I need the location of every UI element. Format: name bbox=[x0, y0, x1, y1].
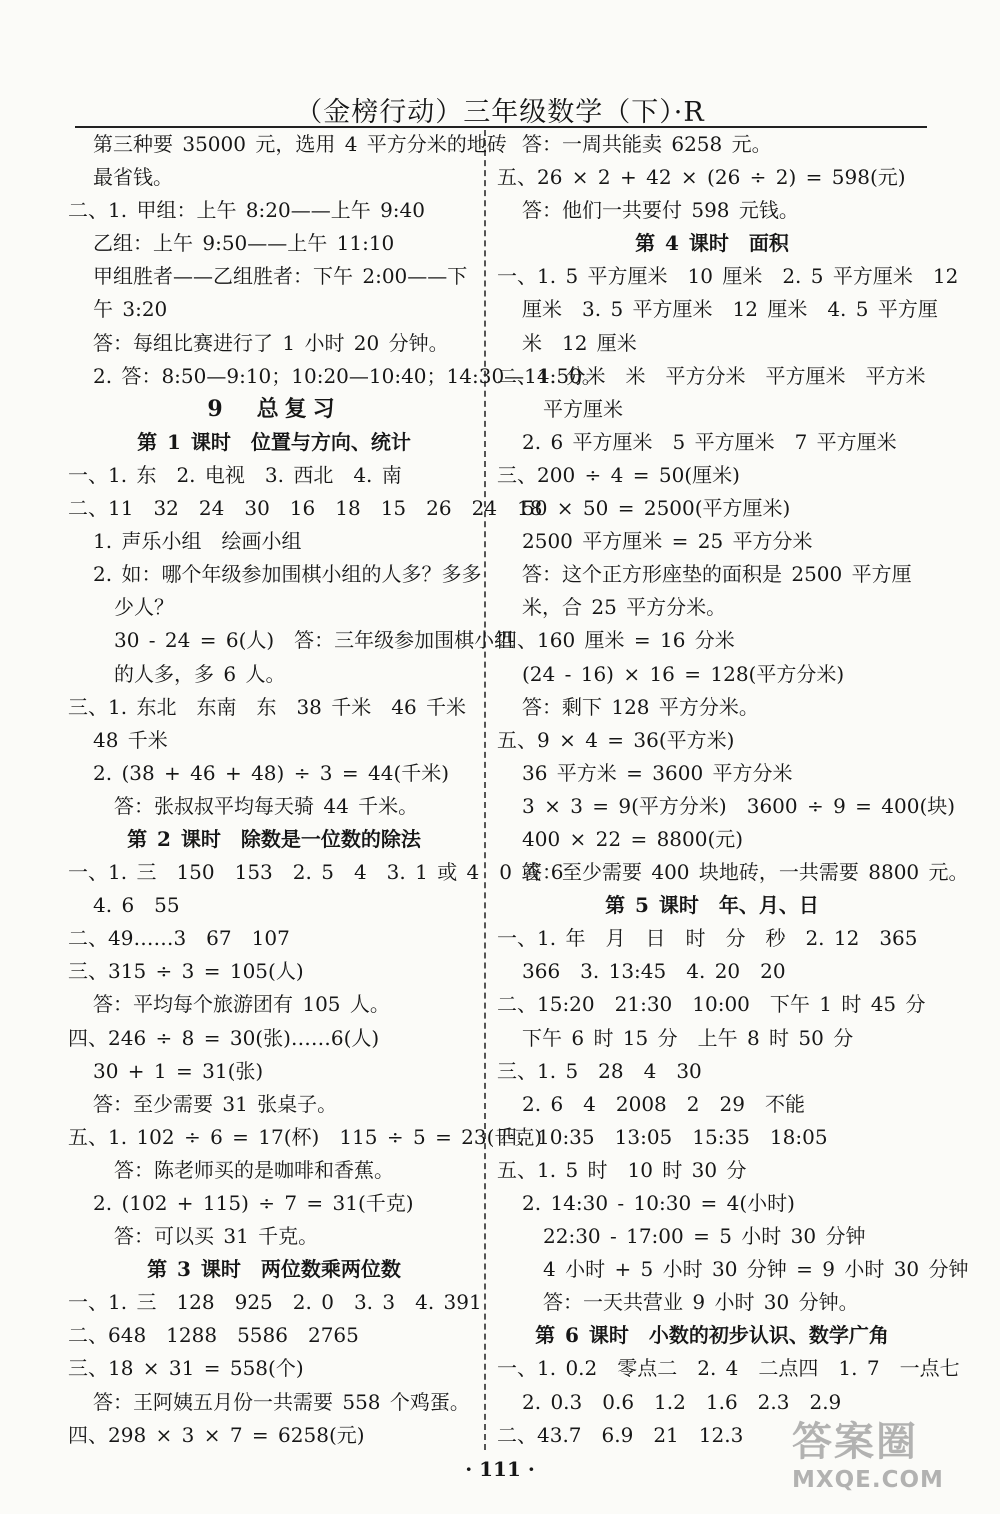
answer-line: 五、26 × 2 + 42 × (26 ÷ 2) = 598(元) bbox=[497, 165, 906, 190]
answer-line: 36 平方米 = 3600 平方分米 bbox=[522, 760, 793, 785]
answer-line: 答：一周共能卖 6258 元。 bbox=[522, 132, 772, 156]
answer-line: 30 + 1 = 31(张) bbox=[93, 1058, 264, 1083]
answer-line: 二、15:20 21:30 10:00 下午 1 时 45 分 bbox=[497, 992, 926, 1017]
answer-line: 答：王阿姨五月份一共需要 558 个鸡蛋。 bbox=[93, 1389, 470, 1414]
answer-line: 2. 如：哪个年级参加围棋小组的人多？多多 bbox=[93, 562, 482, 587]
answer-line: 五、1. 5 时 10 时 30 分 bbox=[497, 1157, 747, 1182]
page-header: （金榜行动）三年级数学（下）·R bbox=[295, 97, 705, 128]
answer-line: 的人多，多 6 人。 bbox=[114, 661, 286, 686]
answer-line: 二、1. 分米 米 平方分米 平方厘米 平方米 bbox=[497, 363, 926, 388]
answer-line: 三、18 × 31 = 558(个) bbox=[68, 1356, 304, 1381]
answer-line: 2500 平方厘米 = 25 平方分米 bbox=[522, 529, 813, 554]
answer-line: 答：至少需要 400 块地砖，一共需要 8800 元。 bbox=[522, 860, 969, 885]
lesson-heading: 第 6 课时 小数的初步认识、数学广角 bbox=[535, 1323, 889, 1348]
answer-line: 答：可以买 31 千克。 bbox=[114, 1224, 319, 1249]
answer-line: 答：每组比赛进行了 1 小时 20 分钟。 bbox=[93, 330, 449, 355]
answer-line: 一、1. 0.2 零点二 2. 4 二点四 1. 7 一点七 bbox=[497, 1356, 960, 1381]
lesson-heading: 第 5 课时 年、月、日 bbox=[605, 893, 819, 918]
answer-line: 答：他们一共要付 598 元钱。 bbox=[522, 198, 799, 223]
page-number: · 111 · bbox=[465, 1457, 535, 1481]
answer-line: 二、648 1288 5586 2765 bbox=[68, 1323, 359, 1348]
answer-line: 厘米 3. 5 平方厘米 12 厘米 4. 5 平方厘 bbox=[522, 297, 938, 322]
answer-line: 50 × 50 = 2500(平方厘米) bbox=[522, 496, 791, 521]
answer-line: 2. 6 4 2008 2 29 不能 bbox=[522, 1091, 805, 1116]
watermark-top-text: 答案圈 bbox=[792, 1419, 918, 1465]
answer-line: 甲组胜者——乙组胜者：下午 2:00——下 bbox=[93, 264, 468, 289]
answer-line: 五、9 × 4 = 36(平方米) bbox=[497, 727, 735, 752]
answer-line: 最省钱。 bbox=[93, 165, 173, 190]
answer-line: 下午 6 时 15 分 上午 8 时 50 分 bbox=[522, 1025, 854, 1050]
column-divider bbox=[484, 130, 486, 1450]
answer-line: 少人？ bbox=[114, 595, 174, 620]
answer-line: 4 小时 + 5 小时 30 分钟 = 9 小时 30 分钟 bbox=[543, 1257, 969, 1282]
answer-line: 答：陈老师买的是咖啡和香蕉。 bbox=[114, 1157, 394, 1182]
answer-line: 30 - 24 = 6(人) 答：三年级参加围棋小组 bbox=[114, 628, 515, 653]
answer-line: 四、10:35 13:05 15:35 18:05 bbox=[497, 1124, 828, 1149]
watermark-bottom-text: MXQE.COM bbox=[792, 1467, 944, 1493]
answer-line: 2. 答：8:50—9:10；10:20—10:40；14:30—14:50。 bbox=[93, 363, 602, 388]
lesson-heading: 第 3 课时 两位数乘两位数 bbox=[147, 1257, 401, 1282]
watermark-logo bbox=[792, 1410, 992, 1505]
answer-line: 第三种要 35000 元，选用 4 平方分米的地砖 bbox=[93, 132, 507, 156]
answer-line: 366 3. 13:45 4. 20 20 bbox=[522, 959, 786, 984]
answer-line: 48 千米 bbox=[93, 727, 168, 752]
answer-line: 答：剩下 128 平方分米。 bbox=[522, 694, 759, 719]
answer-line: 2. 0.3 0.6 1.2 1.6 2.3 2.9 bbox=[522, 1389, 842, 1414]
answer-line: 四、160 厘米 = 16 分米 bbox=[497, 628, 735, 653]
answer-line: 2. 14:30 - 10:30 = 4(小时) bbox=[522, 1191, 795, 1215]
answer-line: 二、1. 甲组：上午 8:20——上午 9:40 bbox=[68, 198, 425, 223]
answer-line: 一、1. 三 150 153 2. 5 4 3. 1 或 4 0 或 6 bbox=[68, 860, 564, 885]
answer-line: 米，合 25 平方分米。 bbox=[522, 595, 727, 620]
answer-line: 4. 6 55 bbox=[93, 893, 180, 918]
answer-line: 四、298 × 3 × 7 = 6258(元) bbox=[68, 1422, 365, 1447]
answer-line: 四、246 ÷ 8 = 30(张)……6(人) bbox=[68, 1025, 380, 1050]
lesson-heading: 第 1 课时 位置与方向、统计 bbox=[137, 429, 411, 454]
answer-line: 答：至少需要 31 张桌子。 bbox=[93, 1091, 338, 1116]
answer-line: 三、315 ÷ 3 = 105(人) bbox=[68, 959, 304, 984]
lesson-heading: 第 2 课时 除数是一位数的除法 bbox=[127, 826, 421, 851]
answer-line: 平方厘米 bbox=[543, 396, 623, 421]
answer-line: 答：这个正方形座垫的面积是 2500 平方厘 bbox=[522, 562, 912, 587]
answer-line: 米 12 厘米 bbox=[522, 330, 637, 355]
answer-line: 答：平均每个旅游团有 105 人。 bbox=[93, 992, 390, 1017]
answer-line: 400 × 22 = 8800(元) bbox=[522, 826, 744, 851]
answer-line: 1. 声乐小组 绘画小组 bbox=[93, 529, 302, 554]
answer-line: 2. 6 平方厘米 5 平方厘米 7 平方厘米 bbox=[522, 429, 897, 454]
answer-line: 一、1. 东 2. 电视 3. 西北 4. 南 bbox=[68, 462, 402, 487]
answer-line: 3 × 3 = 9(平方分米) 3600 ÷ 9 = 400(块) bbox=[522, 793, 956, 818]
answer-line: 答：一天共营业 9 小时 30 分钟。 bbox=[543, 1290, 859, 1315]
answer-line: 一、1. 5 平方厘米 10 厘米 2. 5 平方厘米 12 bbox=[497, 264, 959, 289]
answer-line: 五、1. 102 ÷ 6 = 17(杯) 115 ÷ 5 = 23(千克) bbox=[68, 1124, 543, 1149]
answer-line: (24 - 16) × 16 = 128(平方分米) bbox=[522, 661, 845, 686]
answer-line: 2. (102 + 115) ÷ 7 = 31(千克) bbox=[93, 1191, 414, 1215]
answer-line: 二、43.7 6.9 21 12.3 bbox=[497, 1422, 744, 1447]
answer-line: 午 3:20 bbox=[93, 297, 168, 322]
answer-line: 二、11 32 24 30 16 18 15 26 24 18 bbox=[68, 496, 543, 521]
answer-line: 答：张叔叔平均每天骑 44 千米。 bbox=[114, 793, 419, 818]
answer-line: 一、1. 三 128 925 2. 0 3. 3 4. 391 bbox=[68, 1290, 482, 1315]
answer-line: 2. (38 + 46 + 48) ÷ 3 = 44(千米) bbox=[93, 760, 450, 785]
answer-line: 22:30 - 17:00 = 5 小时 30 分钟 bbox=[543, 1224, 866, 1249]
answer-line: 乙组：上午 9:50——上午 11:10 bbox=[93, 231, 395, 256]
answer-line: 一、1. 年 月 日 时 分 秒 2. 12 365 bbox=[497, 926, 918, 951]
answer-line: 三、1. 5 28 4 30 bbox=[497, 1058, 702, 1083]
right-column bbox=[497, 128, 969, 1452]
answer-line: 三、200 ÷ 4 = 50(厘米) bbox=[497, 462, 740, 487]
chapter-heading: 9 总复习 bbox=[207, 395, 341, 422]
answer-line: 三、1. 东北 东南 东 38 千米 46 千米 bbox=[68, 694, 467, 719]
answer-line: 二、49……3 67 107 bbox=[68, 926, 290, 951]
lesson-heading: 第 4 课时 面积 bbox=[635, 231, 789, 256]
